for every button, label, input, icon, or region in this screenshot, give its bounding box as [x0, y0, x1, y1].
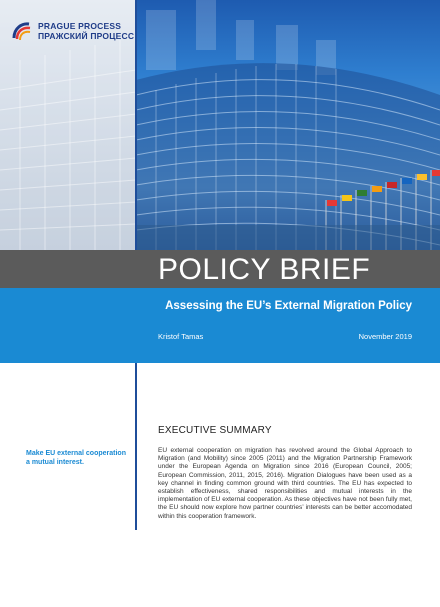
- document-subtitle: Assessing the EU’s External Migration Policy: [165, 300, 412, 312]
- executive-summary-text: EU external cooperation on migration has revolved around the Global Approach to Migration (and Mobility) since 2005 (2011) and the Migration Partnership Framework under the European Agenda on Migration since 2016 (European Council, 2005; European Commission, 2011, 2015, 2016). Migration Dialogues have been used as a key channel in finding common ground with third countries. The EU has expected to establish effectiveness, shared responsibilities and mutual interests in the implementation of EU external cooperation. As these objectives have not been fully met, the EU should now explore how partner countries’ interests can be better accomodated within this cooperation framework.: [158, 447, 412, 520]
- parliament-building-illustration: [136, 0, 440, 250]
- cover-photo-left-panel: [0, 0, 136, 250]
- publication-date: November 2019: [358, 332, 412, 341]
- logo-swoosh-icon: [10, 20, 32, 42]
- document-title: POLICY BRIEF: [158, 253, 371, 286]
- logo-wordmark: [38, 21, 134, 41]
- logo-line-1: PRAGUE PROCESS: [38, 21, 122, 31]
- author-name: Kristof Tamas: [158, 332, 204, 341]
- sidebar-key-message: Make EU external cooperation a mutual interest.: [26, 450, 126, 466]
- executive-summary-heading: EXECUTIVE SUMMARY: [158, 425, 272, 436]
- prague-process-logo: [10, 20, 134, 42]
- vertical-divider-bottom: [135, 363, 137, 530]
- logo-line-2: ПРАЖСКИЙ ПРОЦЕСС: [38, 31, 135, 41]
- cover-photo: [0, 0, 440, 250]
- cover-photo-right-panel: [136, 0, 440, 250]
- vertical-divider-top: [135, 0, 137, 250]
